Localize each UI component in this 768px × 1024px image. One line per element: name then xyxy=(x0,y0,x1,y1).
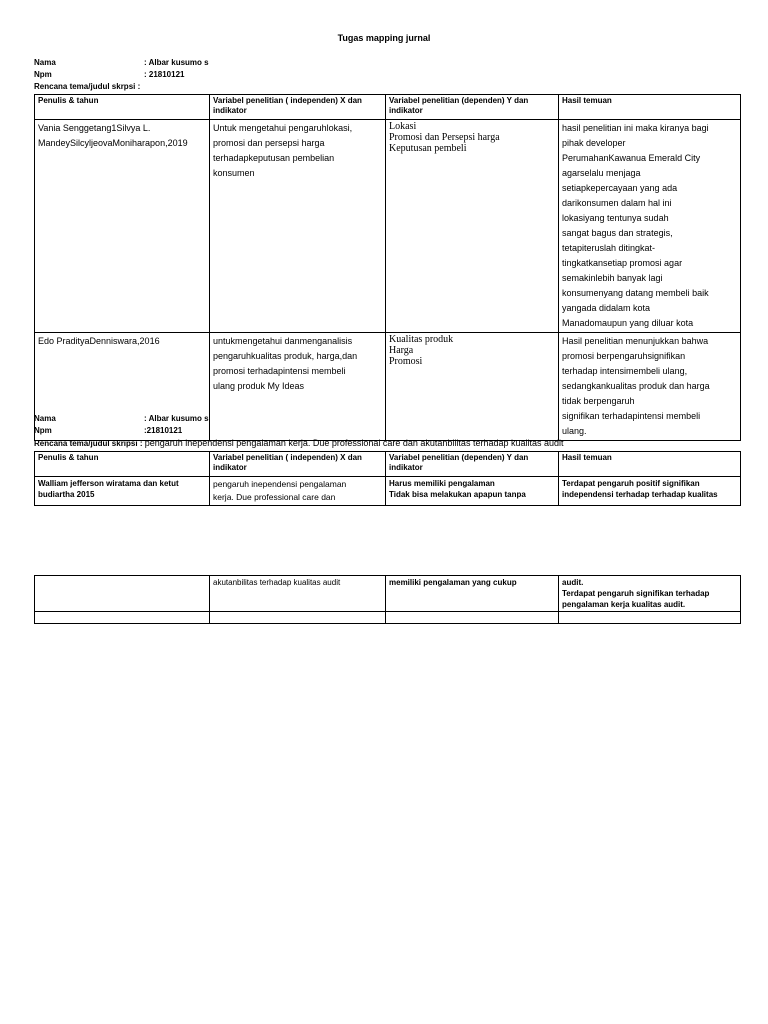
cell-variabel-y xyxy=(386,576,559,612)
cell-hasil xyxy=(559,333,741,441)
cell-line: memiliki pengalaman yang cukup xyxy=(389,578,517,587)
empty-cell xyxy=(210,612,386,624)
cell-line: pengaruh inependensi pengalaman xyxy=(213,479,347,489)
cell-line: ulang. xyxy=(562,426,587,436)
cell-line: Walliam jefferson wiratama dan ketut xyxy=(38,479,179,488)
cell-line: pengalaman kerja kualitas audit. xyxy=(562,600,686,609)
table-header-row xyxy=(35,95,741,120)
mapping-table-2-continuation xyxy=(34,575,741,624)
nama-row-1 xyxy=(34,57,209,68)
cell-line: promosi berpengaruhsignifikan xyxy=(562,351,686,361)
cell-line: Promosi xyxy=(389,356,423,367)
cell-line: MandeySilcyljeovaMoniharapon,2019 xyxy=(38,138,188,148)
nama-value: : Albar kusumo s xyxy=(144,58,209,67)
cell-variabel-x xyxy=(210,576,386,612)
cell-hasil xyxy=(559,477,741,506)
empty-cell xyxy=(559,612,741,624)
cell-line: Keputusan pembeli xyxy=(389,143,467,154)
cell-line: konsumen xyxy=(213,168,255,178)
header-hasil: Hasil temuan xyxy=(559,95,741,120)
cell-line: agarselalu menjaga xyxy=(562,168,641,178)
cell-line: Lokasi xyxy=(389,121,417,132)
table-row xyxy=(35,612,741,624)
header-variabel-x: Variabel penelitian ( independen) X dan indikator xyxy=(210,95,386,120)
empty-cell xyxy=(35,612,210,624)
page-title: Tugas mapping jurnal xyxy=(337,33,431,43)
cell-line: Harga xyxy=(389,345,414,356)
cell-line: Untuk mengetahui pengaruhlokasi, xyxy=(213,123,353,133)
cell-line: Edo PradityaDenniswara,2016 xyxy=(38,336,160,346)
cell-variabel-y xyxy=(386,120,559,333)
npm-value: : 21810121 xyxy=(144,70,185,79)
cell-line: ulang produk My Ideas xyxy=(213,381,305,391)
cell-line: pihak developer xyxy=(562,138,626,148)
cell-line: lokasiyang tentunya sudah xyxy=(562,213,669,223)
cell-line: Terdapat pengaruh signifikan terhadap xyxy=(562,589,710,598)
table-row xyxy=(35,477,741,506)
header-variabel-y: Variabel penelitian (dependen) Y dan indikator xyxy=(386,452,559,477)
empty-cell xyxy=(386,612,559,624)
cell-line: sangat bagus dan strategis, xyxy=(562,228,673,238)
header-hasil: Hasil temuan xyxy=(559,452,741,477)
cell-line: yangada didalam kota xyxy=(562,303,651,313)
npm-row-2 xyxy=(34,425,182,436)
table-row xyxy=(35,576,741,612)
nama-value: : Albar kusumo s xyxy=(144,414,209,423)
cell-penulis xyxy=(35,477,210,506)
cell-line: darikonsumen dalam hal ini xyxy=(562,198,672,208)
cell-penulis xyxy=(35,576,210,612)
cell-line: akutanbilitas terhadap kualitas audit xyxy=(213,578,341,587)
cell-line: hasil penelitian ini maka kiranya bagi xyxy=(562,123,709,133)
cell-line: Tidak bisa melakukan apapun tanpa xyxy=(389,490,526,499)
header-variabel-x: Variabel penelitian ( independen) X dan indikator xyxy=(210,452,386,477)
cell-variabel-y xyxy=(386,333,559,441)
cell-hasil xyxy=(559,576,741,612)
cell-line: Hasil penelitian menunjukkan bahwa xyxy=(562,336,709,346)
cell-line: Kualitas produk xyxy=(389,334,454,345)
table-header-row xyxy=(35,452,741,477)
cell-line: budiartha 2015 xyxy=(38,490,95,499)
cell-line: promosi dan persepsi harga xyxy=(213,138,325,148)
cell-line: konsumenyang datang membeli baik xyxy=(562,288,709,298)
cell-variabel-x xyxy=(210,333,386,441)
cell-line: setiapkepercayaan yang ada xyxy=(562,183,678,193)
rencana-label-1: Rencana tema/judul skrpsi : xyxy=(34,82,141,91)
cell-line: Manadomaupun yang diluar kota xyxy=(562,318,694,328)
cell-line: sedangkankualitas produk dan harga xyxy=(562,381,710,391)
npm-row-1 xyxy=(34,69,184,80)
cell-line: Harus memiliki pengalaman xyxy=(389,479,495,488)
cell-line: signifikan terhadapintensi membeli xyxy=(562,411,701,421)
rencana-label: Rencana tema/judul skripsi : xyxy=(34,439,143,448)
mapping-table-2 xyxy=(34,451,741,506)
npm-label: Npm xyxy=(34,426,52,435)
cell-line: PerumahanKawanua Emerald City xyxy=(562,153,701,163)
cell-line: tidak berpengaruh xyxy=(562,396,635,406)
table-row xyxy=(35,120,741,333)
cell-line: Vania Senggetang1Silvya L. xyxy=(38,123,151,133)
header-penulis: Penulis & tahun xyxy=(35,452,210,477)
cell-line: terhadap intensimembeli ulang, xyxy=(562,366,688,376)
cell-line: untukmengetahui danmenganalisis xyxy=(213,336,353,346)
cell-variabel-x xyxy=(210,120,386,333)
cell-line: promosi terhadapintensi membeli xyxy=(213,366,346,376)
header-penulis: Penulis & tahun xyxy=(35,95,210,120)
cell-variabel-y xyxy=(386,477,559,506)
mapping-table-1 xyxy=(34,94,741,441)
cell-line: terhadapkeputusan pembelian xyxy=(213,153,335,163)
cell-line: Promosi dan Persepsi harga xyxy=(389,132,500,143)
cell-line: tingkatkansetiap promosi agar xyxy=(562,258,683,268)
cell-hasil xyxy=(559,120,741,333)
cell-line: independensi terhadap terhadap kualitas xyxy=(562,490,718,499)
nama-label: Nama xyxy=(34,414,56,423)
nama-row-2 xyxy=(34,413,209,424)
cell-line: audit. xyxy=(562,578,584,587)
cell-penulis xyxy=(35,120,210,333)
cell-line: Terdapat pengaruh positif signifikan xyxy=(562,479,700,488)
npm-value: :21810121 xyxy=(144,426,183,435)
nama-label: Nama xyxy=(34,58,56,67)
header-variabel-y: Variabel penelitian (dependen) Y dan indikator xyxy=(386,95,559,120)
npm-label: Npm xyxy=(34,70,52,79)
rencana-row-2 xyxy=(34,438,564,448)
cell-variabel-x xyxy=(210,477,386,506)
rencana-value: pengaruh inependensi pengalaman kerja. Due professional care dan akutanbilitas terhadap kualitas audit xyxy=(144,438,564,448)
cell-line: tetapiteruslah ditingkat- xyxy=(562,243,656,253)
cell-line: semakinlebih banyak lagi xyxy=(562,273,663,283)
cell-line: pengaruhkualitas produk, harga,dan xyxy=(213,351,358,361)
cell-line: kerja. Due professional care dan xyxy=(213,492,336,502)
